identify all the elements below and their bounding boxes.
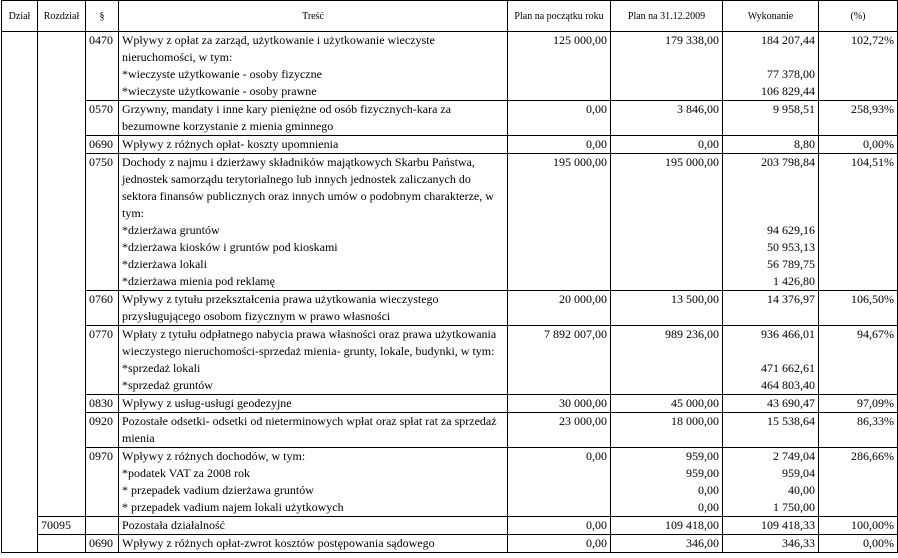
- plan-koniec-cell: [611, 66, 723, 83]
- dzial-cell: [2, 66, 38, 83]
- dzial-cell: [2, 465, 38, 482]
- dzial-cell: [2, 222, 38, 239]
- plan-koniec-cell: 195 000,00: [611, 154, 723, 223]
- dzial-cell: [2, 535, 38, 553]
- procent-cell: 0,00%: [819, 136, 898, 154]
- tresc-cell: Wpływy z różnych opłat-zwrot kosztów postępowania sądowego: [119, 535, 508, 553]
- table-subrow: [2, 273, 898, 291]
- table-row: [2, 535, 898, 553]
- table-row: [2, 154, 898, 223]
- plan-koniec-cell: 0,00: [611, 482, 723, 499]
- procent-cell: [819, 273, 898, 291]
- plan-koniec-cell: 3 846,00: [611, 101, 723, 136]
- tresc-sub-cell: *wieczyste użytkowanie - osoby prawne: [119, 83, 508, 101]
- tresc-cell: Wpływy z różnych opłat- koszty upomnienia: [119, 136, 508, 154]
- dzial-cell: [2, 395, 38, 413]
- table-subrow: [2, 482, 898, 499]
- plan-koniec-cell: [611, 273, 723, 291]
- table-row: [2, 413, 898, 448]
- dzial-cell: [2, 377, 38, 395]
- rozdzial-cell: [38, 377, 86, 395]
- tresc-cell: Wpływy z różnych dochodów, w tym:: [119, 448, 508, 466]
- wykonanie-cell: 50 953,13: [723, 239, 819, 256]
- wykonanie-cell: 464 803,40: [723, 377, 819, 395]
- rozdzial-cell: [38, 395, 86, 413]
- paragraf-cell: [86, 256, 119, 273]
- dzial-cell: [2, 360, 38, 377]
- plan-koniec-cell: [611, 239, 723, 256]
- plan-koniec-cell: 346,00: [611, 535, 723, 553]
- procent-cell: [819, 222, 898, 239]
- plan-koniec-cell: 179 338,00: [611, 32, 723, 67]
- plan-koniec-cell: 959,00: [611, 448, 723, 466]
- rozdzial-cell: [38, 448, 86, 466]
- dzial-cell: [2, 239, 38, 256]
- table-subrow: [2, 239, 898, 256]
- tresc-cell: Pozostałe odsetki- odsetki od nieterminowych wpłat oraz spłat rat za sprzedaż mienia: [119, 413, 508, 448]
- rozdzial-cell: [38, 136, 86, 154]
- wykonanie-cell: 346,33: [723, 535, 819, 553]
- rozdzial-cell: [38, 222, 86, 239]
- tresc-cell: Wpływy z usług-usługi geodezyjne: [119, 395, 508, 413]
- table-subrow: [2, 377, 898, 395]
- wykonanie-cell: 56 789,75: [723, 256, 819, 273]
- wykonanie-cell: 1 750,00: [723, 499, 819, 517]
- procent-cell: 100,00%: [819, 517, 898, 535]
- tresc-sub-cell: * przepadek vadium dzierżawa gruntów: [119, 482, 508, 499]
- procent-cell: 106,50%: [819, 291, 898, 326]
- paragraf-cell: [86, 273, 119, 291]
- dzial-cell: [2, 413, 38, 448]
- dzial-cell: [2, 448, 38, 466]
- rozdzial-cell: [38, 101, 86, 136]
- procent-cell: 0,00%: [819, 535, 898, 553]
- plan-pocz-cell: 195 000,00: [508, 154, 611, 223]
- paragraf-cell: 0750: [86, 154, 119, 223]
- rozdzial-cell: [38, 326, 86, 361]
- wykonanie-cell: 2 749,04: [723, 448, 819, 466]
- plan-pocz-cell: 0,00: [508, 101, 611, 136]
- table-row: [2, 326, 898, 361]
- header-plan-koniec: Plan na 31.12.2009: [611, 1, 723, 32]
- paragraf-cell: [86, 499, 119, 517]
- tresc-sub-cell: *wieczyste użytkowanie - osoby fizyczne: [119, 66, 508, 83]
- wykonanie-cell: 106 829,44: [723, 83, 819, 101]
- table-subrow: [2, 83, 898, 101]
- paragraf-cell: [86, 465, 119, 482]
- tresc-sub-cell: *dzierżawa mienia pod reklamę: [119, 273, 508, 291]
- tresc-sub-cell: * przepadek vadium najem lokali użytkowych: [119, 499, 508, 517]
- wykonanie-cell: 109 418,33: [723, 517, 819, 535]
- procent-cell: [819, 499, 898, 517]
- wykonanie-cell: 959,04: [723, 465, 819, 482]
- rozdzial-cell: [38, 482, 86, 499]
- procent-cell: 286,66%: [819, 448, 898, 466]
- plan-pocz-cell: 125 000,00: [508, 32, 611, 67]
- table-subrow: [2, 256, 898, 273]
- wykonanie-cell: 94 629,16: [723, 222, 819, 239]
- table-row: [2, 136, 898, 154]
- procent-cell: [819, 377, 898, 395]
- paragraf-cell: 0760: [86, 291, 119, 326]
- paragraf-cell: [86, 239, 119, 256]
- paragraf-cell: 0920: [86, 413, 119, 448]
- table-subrow: [2, 465, 898, 482]
- plan-koniec-cell: [611, 83, 723, 101]
- plan-pocz-cell: [508, 239, 611, 256]
- procent-cell: [819, 83, 898, 101]
- procent-cell: 258,93%: [819, 101, 898, 136]
- rozdzial-cell: [38, 239, 86, 256]
- table-subrow: [2, 360, 898, 377]
- plan-pocz-cell: [508, 222, 611, 239]
- header-dzial: Dział: [2, 1, 38, 32]
- paragraf-cell: 0690: [86, 136, 119, 154]
- header-row: [2, 1, 898, 32]
- plan-pocz-cell: [508, 499, 611, 517]
- rozdzial-cell: [38, 499, 86, 517]
- plan-pocz-cell: [508, 273, 611, 291]
- rozdzial-cell: [38, 535, 86, 553]
- plan-koniec-cell: 45 000,00: [611, 395, 723, 413]
- wykonanie-cell: 203 798,84: [723, 154, 819, 223]
- table-row: [2, 101, 898, 136]
- rozdzial-cell: [38, 32, 86, 67]
- plan-koniec-cell: 959,00: [611, 465, 723, 482]
- procent-cell: [819, 482, 898, 499]
- table-subrow: [2, 499, 898, 517]
- paragraf-cell: 0570: [86, 101, 119, 136]
- plan-pocz-cell: [508, 66, 611, 83]
- procent-cell: 102,72%: [819, 32, 898, 67]
- table-row: [2, 32, 898, 67]
- procent-cell: [819, 66, 898, 83]
- dzial-cell: [2, 326, 38, 361]
- table-subrow: [2, 66, 898, 83]
- plan-koniec-cell: [611, 222, 723, 239]
- rozdzial-cell: [38, 273, 86, 291]
- rozdzial-cell: [38, 83, 86, 101]
- wykonanie-cell: 936 466,01: [723, 326, 819, 361]
- header-tresc: Treść: [119, 1, 508, 32]
- procent-cell: 97,09%: [819, 395, 898, 413]
- plan-pocz-cell: [508, 482, 611, 499]
- plan-pocz-cell: 7 892 007,00: [508, 326, 611, 361]
- procent-cell: [819, 360, 898, 377]
- plan-pocz-cell: 0,00: [508, 136, 611, 154]
- tresc-sub-cell: *dzierżawa gruntów: [119, 222, 508, 239]
- plan-pocz-cell: [508, 377, 611, 395]
- table-row: [2, 291, 898, 326]
- plan-pocz-cell: 0,00: [508, 448, 611, 466]
- paragraf-cell: [86, 83, 119, 101]
- tresc-cell: Grzywny, mandaty i inne kary pieniężne od osób fizycznych-kara za bezumowne korzystanie z mienia gminnego: [119, 101, 508, 136]
- budget-table: [1, 0, 898, 553]
- paragraf-cell: 0770: [86, 326, 119, 361]
- tresc-cell: Pozostała działalność: [119, 517, 508, 535]
- header-procent: (%): [819, 1, 898, 32]
- table-row: [2, 448, 898, 466]
- procent-cell: [819, 239, 898, 256]
- header-wykonanie: Wykonanie: [723, 1, 819, 32]
- tresc-cell: Dochody z najmu i dzierżawy składników majątkowych Skarbu Państwa, jednostek samorządu terytorialnego lub innych jednostek zaliczanych do sektora finansów publicznych oraz innych umów o podobnym charakterze, w tym:: [119, 154, 508, 223]
- plan-koniec-cell: 109 418,00: [611, 517, 723, 535]
- dzial-cell: [2, 256, 38, 273]
- plan-pocz-cell: [508, 465, 611, 482]
- rozdzial-cell: [38, 465, 86, 482]
- paragraf-cell: [86, 66, 119, 83]
- table-subrow: [2, 222, 898, 239]
- tresc-cell: Wpływy z opłat za zarząd, użytkowanie i użytkowanie wieczyste nieruchomości, w tym:: [119, 32, 508, 67]
- plan-koniec-cell: 989 236,00: [611, 326, 723, 361]
- tresc-sub-cell: *dzierżawa kiosków i gruntów pod kioskami: [119, 239, 508, 256]
- tresc-sub-cell: *sprzedaż gruntów: [119, 377, 508, 395]
- header-plan-pocz: Plan na początku roku: [508, 1, 611, 32]
- plan-koniec-cell: [611, 360, 723, 377]
- tresc-cell: Wpłaty z tytułu odpłatnego nabycia prawa własności oraz prawa użytkowania wieczystego nieruchomości-sprzedaż mienia- grunty, lokale, budynki, w tym:: [119, 326, 508, 361]
- plan-koniec-cell: 0,00: [611, 499, 723, 517]
- plan-koniec-cell: 0,00: [611, 136, 723, 154]
- procent-cell: 86,33%: [819, 413, 898, 448]
- dzial-cell: [2, 273, 38, 291]
- wykonanie-cell: 77 378,00: [723, 66, 819, 83]
- plan-koniec-cell: 13 500,00: [611, 291, 723, 326]
- wykonanie-cell: 14 376,97: [723, 291, 819, 326]
- plan-pocz-cell: 20 000,00: [508, 291, 611, 326]
- dzial-cell: [2, 154, 38, 223]
- dzial-cell: [2, 291, 38, 326]
- procent-cell: 104,51%: [819, 154, 898, 223]
- dzial-cell: [2, 136, 38, 154]
- paragraf-cell: [86, 222, 119, 239]
- tresc-sub-cell: *sprzedaż lokali: [119, 360, 508, 377]
- dzial-cell: [2, 482, 38, 499]
- wykonanie-cell: 40,00: [723, 482, 819, 499]
- wykonanie-cell: 43 690,47: [723, 395, 819, 413]
- paragraf-cell: [86, 482, 119, 499]
- table-row: [2, 395, 898, 413]
- plan-pocz-cell: [508, 360, 611, 377]
- rozdzial-cell: [38, 291, 86, 326]
- dzial-cell: [2, 83, 38, 101]
- plan-pocz-cell: [508, 83, 611, 101]
- dzial-cell: [2, 517, 38, 535]
- rozdzial-cell: [38, 413, 86, 448]
- rozdzial-cell: [38, 66, 86, 83]
- table-body: [2, 32, 898, 553]
- tresc-cell: Wpływy z tytułu przekształcenia prawa użytkowania wieczystego przysługującego osobom fizycznym w prawo własności: [119, 291, 508, 326]
- rozdzial-cell: 70095: [38, 517, 86, 535]
- procent-cell: [819, 465, 898, 482]
- paragraf-cell: 0690: [86, 535, 119, 553]
- plan-koniec-cell: [611, 377, 723, 395]
- tresc-sub-cell: *podatek VAT za 2008 rok: [119, 465, 508, 482]
- plan-pocz-cell: 0,00: [508, 535, 611, 553]
- plan-pocz-cell: 23 000,00: [508, 413, 611, 448]
- paragraf-cell: [86, 517, 119, 535]
- paragraf-cell: 0970: [86, 448, 119, 466]
- wykonanie-cell: 9 958,51: [723, 101, 819, 136]
- dzial-cell: [2, 32, 38, 67]
- plan-pocz-cell: [508, 256, 611, 273]
- header-rozdzial: Rozdział: [38, 1, 86, 32]
- wykonanie-cell: 471 662,61: [723, 360, 819, 377]
- rozdzial-cell: [38, 256, 86, 273]
- header-paragraf: §: [86, 1, 119, 32]
- plan-pocz-cell: 0,00: [508, 517, 611, 535]
- wykonanie-cell: 15 538,64: [723, 413, 819, 448]
- rozdzial-cell: [38, 154, 86, 223]
- wykonanie-cell: 184 207,44: [723, 32, 819, 67]
- paragraf-cell: [86, 360, 119, 377]
- plan-koniec-cell: 18 000,00: [611, 413, 723, 448]
- plan-pocz-cell: 30 000,00: [508, 395, 611, 413]
- procent-cell: 94,67%: [819, 326, 898, 361]
- dzial-cell: [2, 499, 38, 517]
- paragraf-cell: 0830: [86, 395, 119, 413]
- procent-cell: [819, 256, 898, 273]
- dzial-cell: [2, 101, 38, 136]
- rozdzial-cell: [38, 360, 86, 377]
- plan-koniec-cell: [611, 256, 723, 273]
- wykonanie-cell: 1 426,80: [723, 273, 819, 291]
- rozdzial-row: [2, 517, 898, 535]
- wykonanie-cell: 8,80: [723, 136, 819, 154]
- paragraf-cell: [86, 377, 119, 395]
- paragraf-cell: 0470: [86, 32, 119, 67]
- tresc-sub-cell: *dzierżawa lokali: [119, 256, 508, 273]
